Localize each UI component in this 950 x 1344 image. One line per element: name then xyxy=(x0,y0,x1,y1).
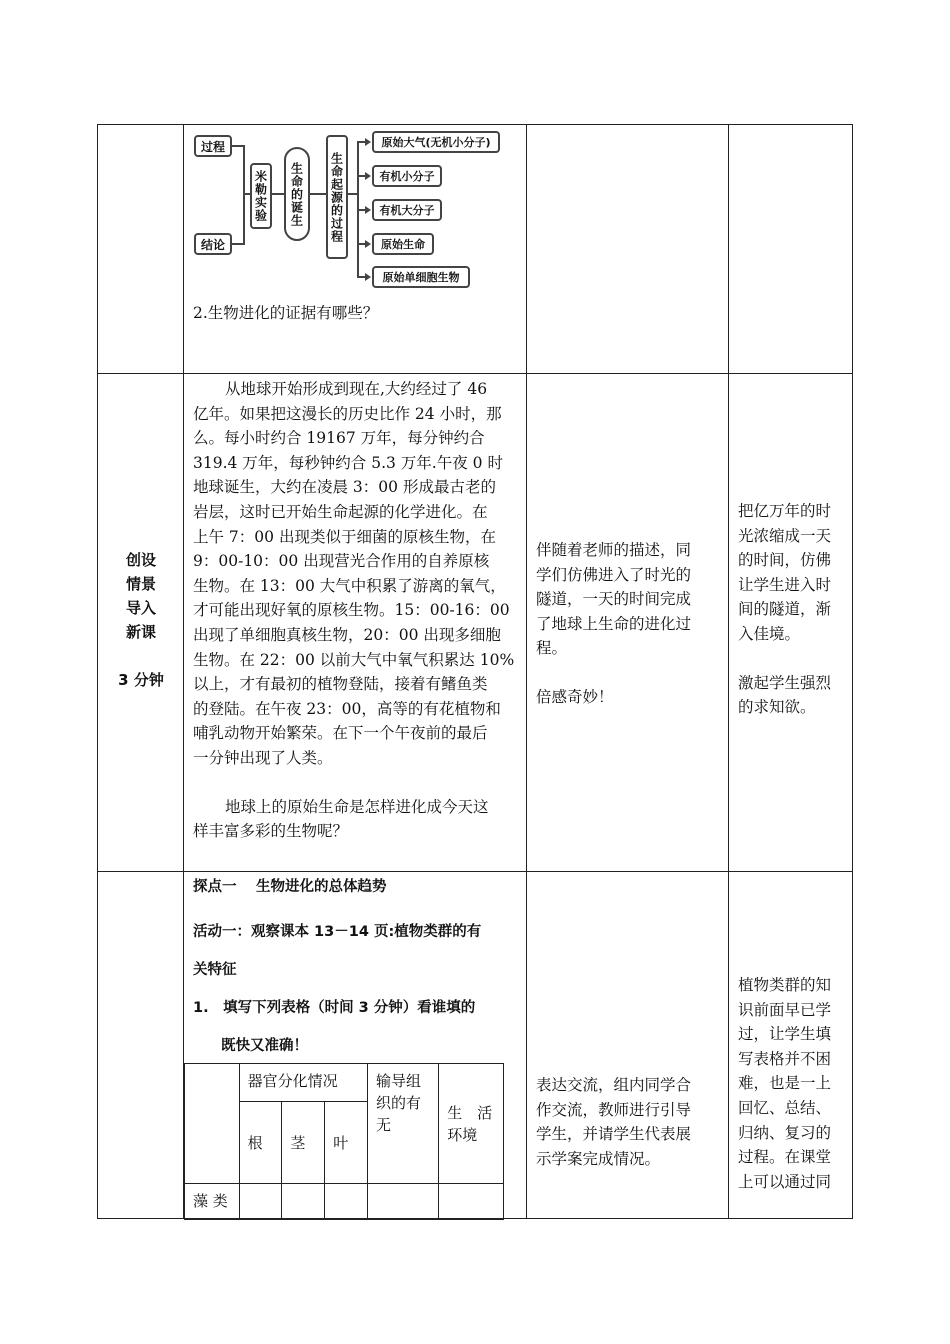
habitat-header: 生 活环境 xyxy=(439,1064,504,1184)
row-divider xyxy=(98,871,852,872)
row-algae-label: 藻 类 xyxy=(185,1184,240,1220)
intro-narrative: 从地球开始形成到现在,大约经过了 46 亿年。如果把这漫长的历史比作 24 小时，那 么。每小时约合 19167 万年，每分钟约合 319.4 万年，每秒钟约合 5.3 万年.午夜 0 时 地球诞生，大约在凌晨 3：00 形成最古老的 岩层，这时已开始生命起源的化学进化。在 上午 7：00 出现类似于细菌的原核生物，在 9：00-10：00 出现营光合作用的自养原核 生物。在 13：00 大气中积累了游离的氧气， 才可能出现好氧的原核生物。15：00-16：00 出现了单细胞真核生物，20：00 出现多细胞 生物。在 22：00 以前大气中氧气积累达 10% 以上，才有最初的植物登陆，接着有鳍鱼类 的登陆。在午夜 23：00，高等的有花植物和 哺乳动物开始繁荣。在下一个午夜前的最后 一分钟出现了人类。 地球上的原始生命是怎样进化成今天这 样丰富多彩的生物呢？ xyxy=(193,380,515,841)
diagram-miller-box: 米勒实验 xyxy=(250,163,272,229)
diagram-step-3: 有机大分子 xyxy=(372,199,442,221)
row-divider xyxy=(98,373,852,374)
diagram-step-1: 原始大气(无机小分子) xyxy=(372,131,500,153)
section-time: 3 分钟 xyxy=(118,671,164,689)
exploration-title: 探点一 生物进化的总体趋势 xyxy=(193,879,387,895)
diagram-birth-box: 生命的诞生 xyxy=(284,147,310,241)
origin-of-life-diagram xyxy=(190,127,502,289)
diagram-origin-box: 生命起源的过程 xyxy=(326,135,348,259)
diagram-step-5: 原始单细胞生物 xyxy=(372,266,470,288)
section-label: 创设 情景 导入 新课 3 分钟 xyxy=(98,548,184,692)
diagram-step-4: 原始生命 xyxy=(372,233,434,255)
conduct-header: 输导组织的有无 xyxy=(367,1064,438,1184)
column-divider xyxy=(526,125,527,1218)
activity-description: 活动一：观察课本 13－14 页:植物类群的有 关特征 xyxy=(193,924,482,978)
design-intent: 把亿万年的时 光浓缩成一天 的时间，仿佛 让学生进入时 间的隧道，渐 入佳境。 激起学生强烈 的求知欲。 xyxy=(738,502,832,717)
leaf-header: 叶 xyxy=(325,1102,368,1184)
table-cell[interactable] xyxy=(282,1184,325,1220)
diagram-process-box: 过程 xyxy=(194,135,232,157)
table-cell[interactable] xyxy=(325,1184,368,1220)
evidence-question: 2.生物进化的证据有哪些？ xyxy=(193,304,379,322)
student-activity-2: 表达交流，组内同学合 作交流，教师进行引导 学生，并请学生代表展 示学案完成情况。 xyxy=(536,1076,692,1168)
student-activity: 伴随着老师的描述，同 学们仿佛进入了时光的 隧道，一天的时间完成 了地球上生命的进化过 程。 倍感奇妙！ xyxy=(536,541,692,706)
table-cell[interactable] xyxy=(239,1184,282,1220)
plant-groups-table xyxy=(184,1063,504,1220)
task-instruction: 1. 填写下列表格（时间 3 分钟）看谁填的 既快又准确！ xyxy=(193,1000,476,1054)
lesson-plan-table xyxy=(97,124,853,1219)
diagram-step-2: 有机小分子 xyxy=(372,165,442,187)
design-intent-2: 植物类群的知 识前面早已学 过，让学生填 写表格并不困 难，也是一上 回忆、总结、 归纳、复习的 过程。在课堂 上可以通过同 xyxy=(738,976,832,1191)
stem-header: 茎 xyxy=(282,1102,325,1184)
table-cell[interactable] xyxy=(367,1184,438,1220)
table-corner-cell xyxy=(185,1064,240,1184)
table-cell[interactable] xyxy=(439,1184,504,1220)
root-header: 根 xyxy=(239,1102,282,1184)
diagram-conclusion-box: 结论 xyxy=(194,233,232,255)
organ-header: 器官分化情况 xyxy=(239,1064,367,1102)
column-divider xyxy=(728,125,729,1218)
